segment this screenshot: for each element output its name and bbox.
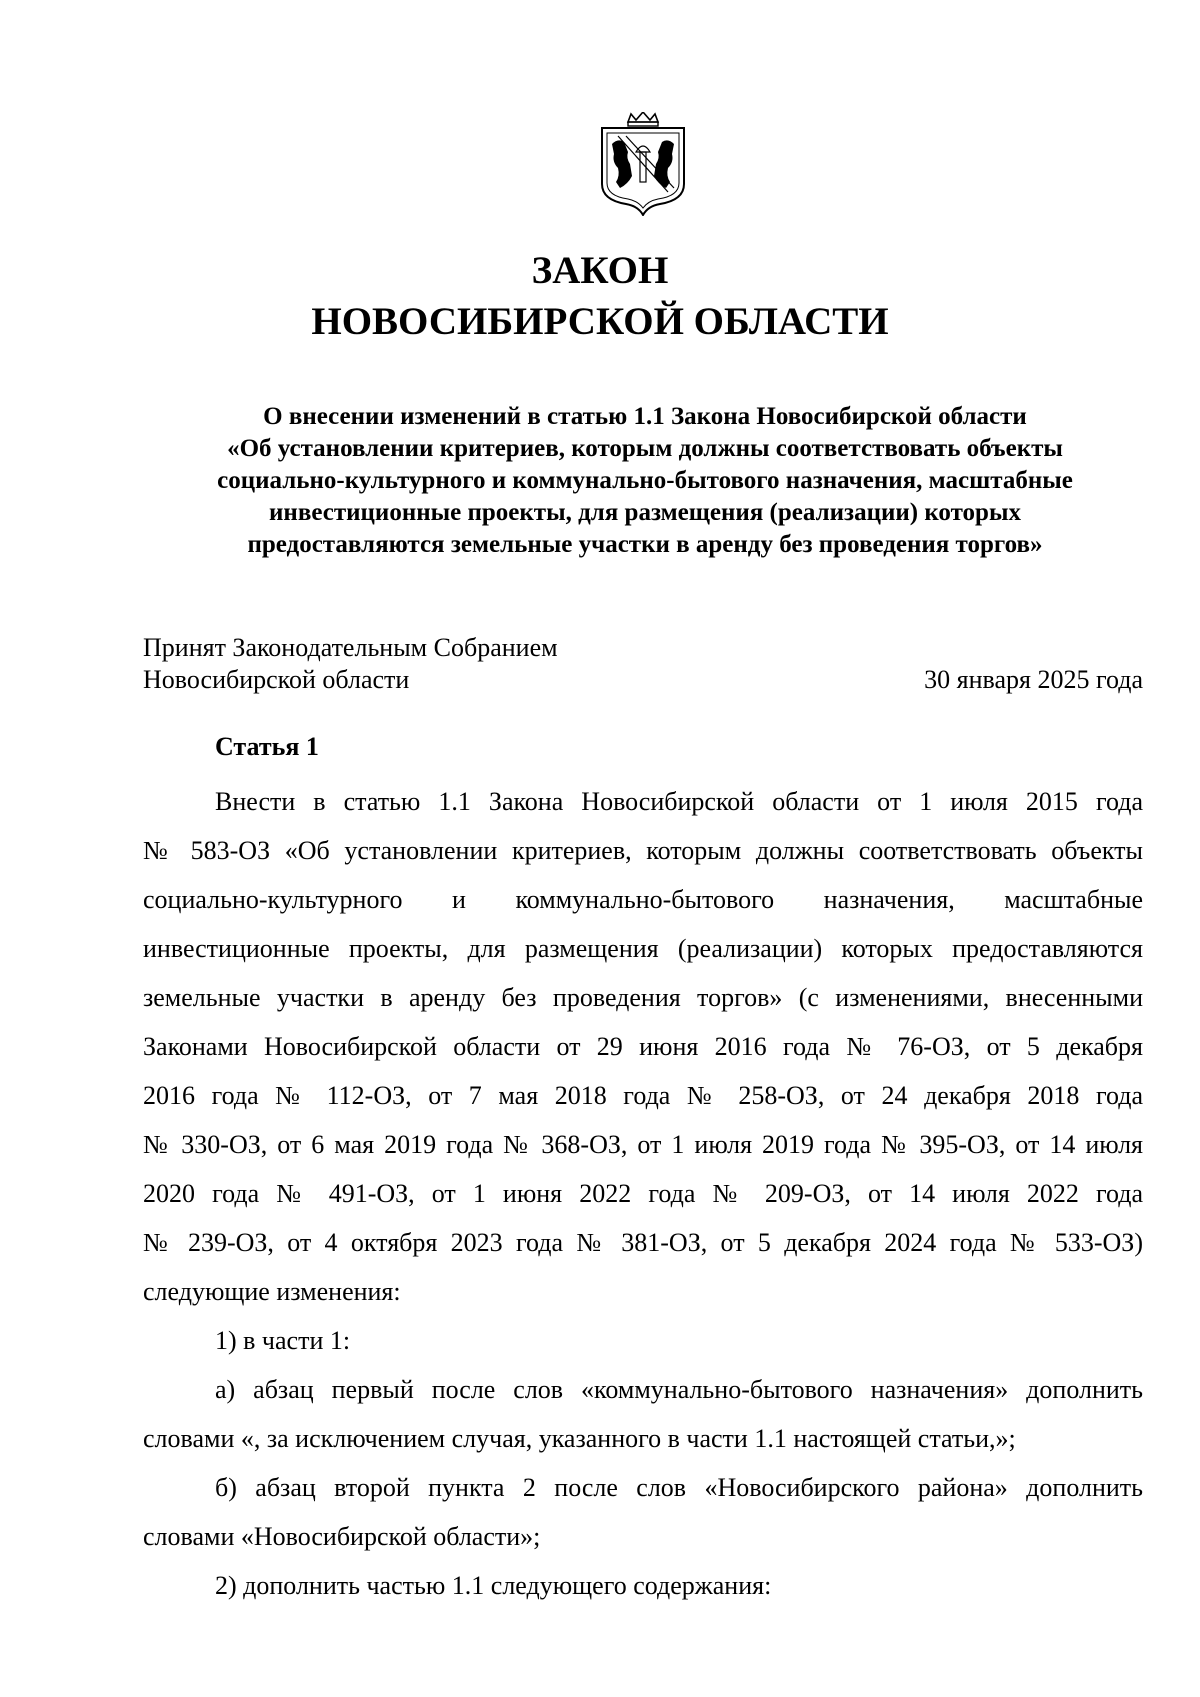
adoption-line: Новосибирской области xyxy=(143,665,410,694)
article-heading: Статья 1 xyxy=(215,732,319,761)
document-title-line-2: НОВОСИБИРСКОЙ ОБЛАСТИ xyxy=(311,300,889,343)
body-line: словами «, за исключением случая, указанного в части 1.1 настоящей статьи,»; xyxy=(143,1424,1016,1453)
body-line: № 330-ОЗ, от 6 мая 2019 года № 368-ОЗ, от 1 июля 2019 года № 395-ОЗ, от 14 июля xyxy=(143,1130,1143,1159)
body-line: № 239-ОЗ, от 4 октября 2023 года № 381-ОЗ, от 5 декабря 2024 года № 533-ОЗ) xyxy=(143,1228,1143,1257)
body-line: а) абзац первый после слов «коммунально-бытового назначения» дополнить xyxy=(215,1375,1143,1404)
adoption-date: 30 января 2025 года xyxy=(924,665,1143,694)
subtitle-line: О внесении изменений в статью 1.1 Закона Новосибирской области xyxy=(263,403,1027,430)
subtitle-line: инвестиционные проекты, для размещения (реализации) которых xyxy=(269,499,1021,526)
document-title-line-1: ЗАКОН xyxy=(531,249,669,292)
body-line: № 583-ОЗ «Об установлении критериев, которым должны соответствовать объекты xyxy=(143,836,1143,865)
body-line: социально-культурного и коммунально-бытового назначения, масштабные xyxy=(143,885,1143,914)
body-line: инвестиционные проекты, для размещения (реализации) которых предоставляются xyxy=(143,934,1143,963)
body-line: 2020 года № 491-ОЗ, от 1 июня 2022 года № 209-ОЗ, от 14 июля 2022 года xyxy=(143,1179,1143,1208)
subtitle-line: «Об установлении критериев, которым должны соответствовать объекты xyxy=(227,435,1063,462)
subtitle-line: предоставляются земельные участки в аренду без проведения торгов» xyxy=(247,531,1043,558)
body-line: словами «Новосибирской области»; xyxy=(143,1522,541,1551)
body-line: Внести в статью 1.1 Закона Новосибирской области от 1 июля 2015 года xyxy=(215,787,1143,816)
body-line: 2) дополнить частью 1.1 следующего содержания: xyxy=(215,1571,772,1600)
coat-of-arms-icon xyxy=(598,112,688,216)
adoption-info xyxy=(143,632,558,696)
article-body xyxy=(143,777,1143,1610)
body-line: 1) в части 1: xyxy=(215,1326,351,1355)
body-line: б) абзац второй пункта 2 после слов «Новосибирского района» дополнить xyxy=(215,1473,1143,1502)
subtitle-line: социально-культурного и коммунально-бытового назначения, масштабные xyxy=(217,467,1073,494)
body-line: следующие изменения: xyxy=(143,1277,401,1306)
document-subtitle xyxy=(120,401,1170,561)
body-line: земельные участки в аренду без проведения торгов» (с изменениями, внесенными xyxy=(143,983,1143,1012)
body-line: Законами Новосибирской области от 29 июня 2016 года № 76-ОЗ, от 5 декабря xyxy=(143,1032,1143,1061)
body-line: 2016 года № 112-ОЗ, от 7 мая 2018 года № 258-ОЗ, от 24 декабря 2018 года xyxy=(143,1081,1143,1110)
adoption-line: Принят Законодательным Собранием xyxy=(143,633,558,662)
